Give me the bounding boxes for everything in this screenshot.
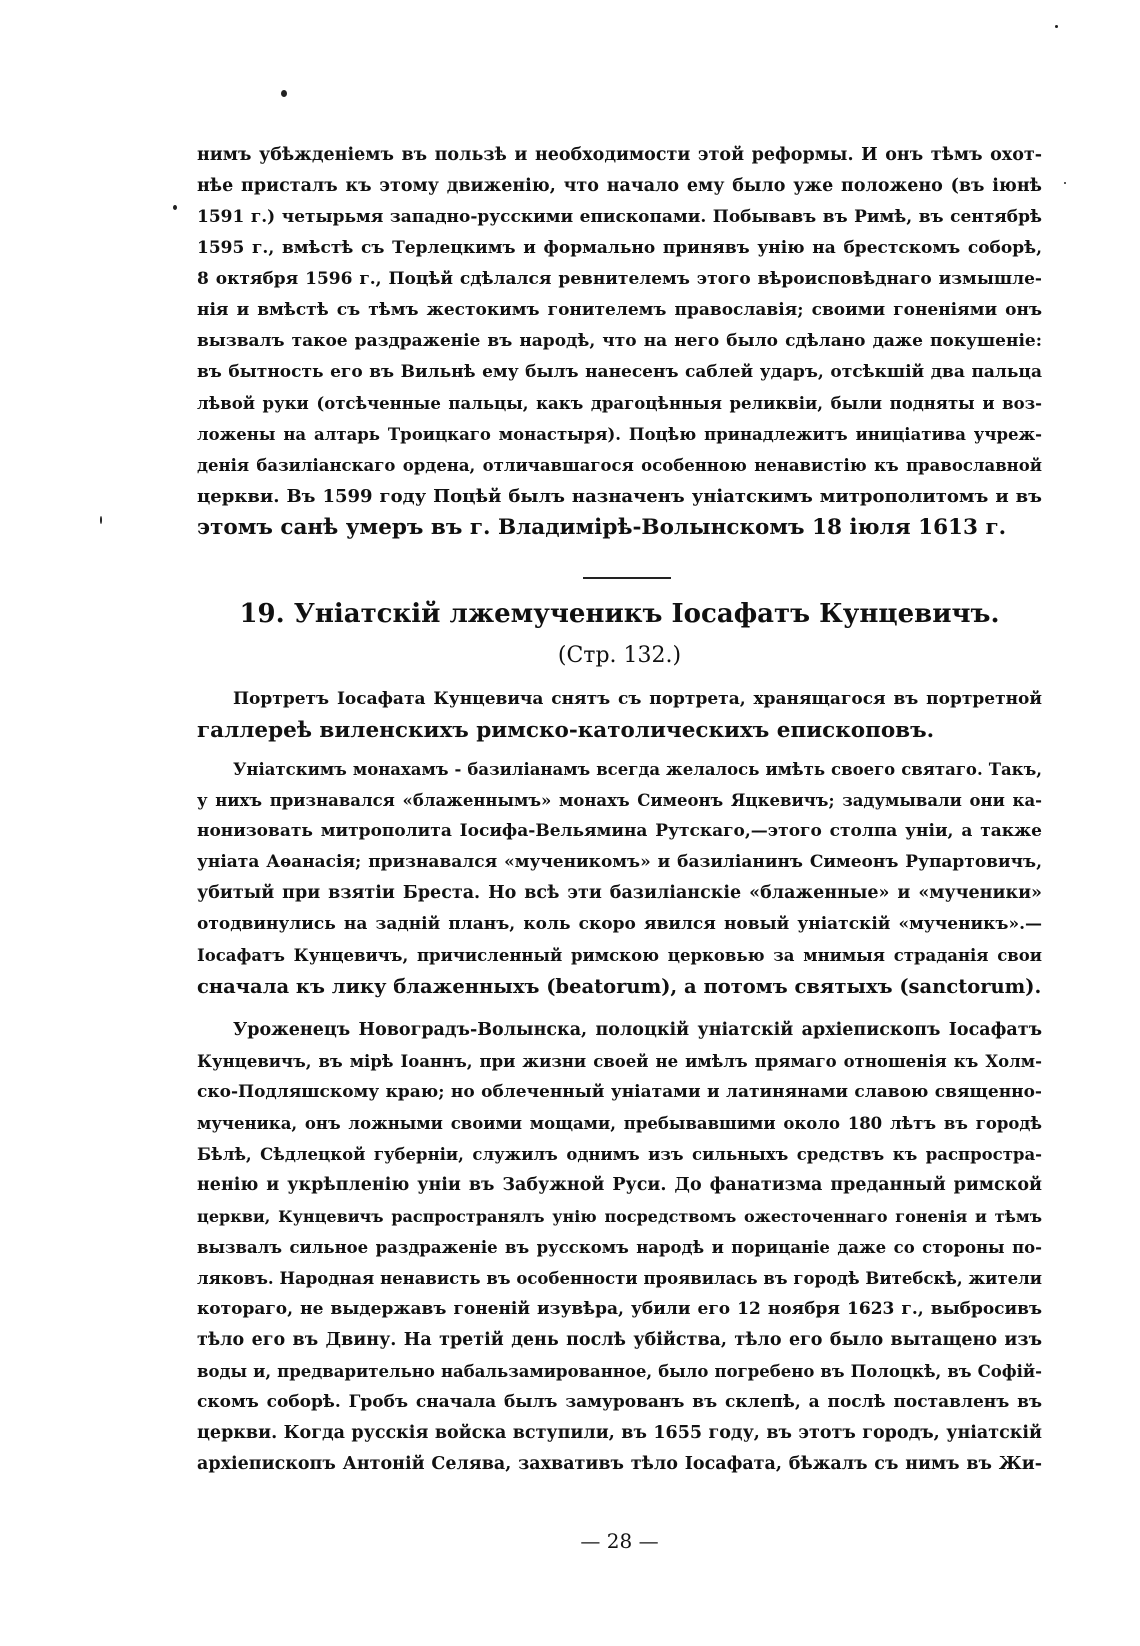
- text-line: Бѣлѣ, Сѣдлецкой губерніи, служилъ однимъ изъ сильныхъ средствъ къ распростра-: [197, 1145, 1042, 1164]
- text-line: уніата Аѳанасія; признавался «мученикомъ» и базиліанинъ Симеонъ Рупартовичъ,: [197, 852, 1042, 872]
- text-line: скомъ соборѣ. Гробъ сначала былъ замурованъ въ склепѣ, а послѣ поставленъ въ: [197, 1392, 1042, 1412]
- text-line: ско-Подляшскому краю; но облеченный уніатами и латинянами славою священно-: [197, 1082, 1042, 1102]
- text-line: ляковъ. Народная ненависть въ особенности проявилась въ городѣ Витебскѣ, жители: [197, 1269, 1042, 1288]
- text-line: тѣло его въ Двину. На третій день послѣ убійства, тѣло его было вытащено изъ: [197, 1330, 1042, 1350]
- portrait-note-paragraph: [197, 684, 1042, 746]
- text-line: галлереѣ виленскихъ римско-католическихъ епископовъ.: [197, 718, 935, 743]
- text-line: церкви. Когда русскія войска вступили, въ 1655 году, въ этотъ городъ, уніатскій: [197, 1423, 1042, 1443]
- text-line: церкви. Въ 1599 году Поцѣй былъ назначенъ уніатскимъ митрополитомъ и въ: [197, 486, 1042, 507]
- scan-speck: [173, 205, 177, 210]
- text-line: Портретъ Іосафата Кунцевича снятъ съ портрета, хранящагося въ портретной: [233, 689, 1042, 709]
- text-line: архіепископъ Антоній Селява, захвативъ тѣло Іосафата, бѣжалъ съ нимъ въ Жи-: [197, 1454, 1042, 1474]
- text-line: вызвалъ сильное раздраженіе въ русскомъ народѣ и порицаніе даже со стороны по-: [197, 1238, 1042, 1257]
- text-line: нонизовать митрополита Іосифа-Вельямина Рутскаго,—этого столпа уніи, а также: [197, 821, 1042, 841]
- continuation-paragraph: [197, 140, 1042, 543]
- text-line: нѣе присталъ къ этому движенію, что начало ему было уже положено (въ іюнѣ: [197, 176, 1042, 196]
- scan-speck: [281, 90, 287, 97]
- text-line: лѣвой руки (отсѣченные пальцы, какъ драгоцѣнныя реликвіи, были подняты и воз-: [197, 394, 1042, 413]
- text-line: Уроженецъ Новоградъ-Волынска, полоцкій уніатскій архіепископъ Іосафатъ: [233, 1020, 1042, 1040]
- body-paragraph-2: [197, 1015, 1042, 1480]
- text-line: котораго, не выдержавъ гоненій изувѣра, убили его 12 ноября 1623 г., выбросивъ: [197, 1299, 1042, 1319]
- text-line: этомъ санѣ умеръ въ г. Владимірѣ-Волынскомъ 18 іюля 1613 г.: [197, 515, 1007, 540]
- text-line: въ бытность его въ Вильнѣ ему былъ нанесенъ саблей ударъ, отсѣкшій два пальца: [197, 362, 1042, 382]
- body-paragraph-1: [197, 754, 1042, 1002]
- text-line: сначала къ лику блаженныхъ (beatorum), а потомъ святыхъ (sanctorum).: [197, 975, 1042, 998]
- text-line: мученика, онъ ложными своими мощами, пребывавшими около 180 лѣтъ въ городѣ: [197, 1114, 1042, 1133]
- text-line: денія базиліанскаго ордена, отличавшагося особенною ненавистію къ православной: [197, 456, 1042, 475]
- text-line: церкви, Кунцевичъ распространялъ унію посредствомъ ожесточеннаго гоненія и тѣмъ: [197, 1207, 1042, 1226]
- scan-speck: [1064, 182, 1066, 184]
- page-number: — 28 —: [580, 1529, 659, 1553]
- text-line: ложены на алтарь Троицкаго монастыря). Поцѣю принадлежитъ иниціатива учреж-: [197, 425, 1042, 444]
- scan-speck: [100, 516, 102, 524]
- text-line: отодвинулись на задній планъ, коль скоро явился новый уніатскій «мученикъ».—: [197, 914, 1042, 934]
- text-line: 1595 г., вмѣстѣ съ Терлецкимъ и формально принявъ унію на брестскомъ соборѣ,: [197, 238, 1042, 258]
- text-line: нимъ убѣжденіемъ въ пользѣ и необходимости этой реформы. И онъ тѣмъ охот-: [197, 145, 1042, 165]
- section-title: 19. Уніатскій лжемученикъ Іосафатъ Кунцевичъ.: [239, 599, 1000, 629]
- text-line: у нихъ признавался «блаженнымъ» монахъ Симеонъ Яцкевичъ; задумывали они ка-: [197, 791, 1042, 810]
- text-line: 1591 г.) четырьмя западно-русскими епископами. Побывавъ въ Римѣ, въ сентябрѣ: [197, 207, 1042, 227]
- text-line: вызвалъ такое раздраженіе въ народѣ, что на него было сдѣлано даже покушеніе:: [197, 331, 1042, 351]
- section-page-reference: (Стр. 132.): [557, 643, 682, 668]
- scan-speck: [1055, 25, 1058, 28]
- text-line: Уніатскимъ монахамъ - базиліанамъ всегда желалось имѣть своего святаго. Такъ,: [233, 760, 1042, 779]
- text-line: 8 октября 1596 г., Поцѣй сдѣлался ревнителемъ этого вѣроисповѣднаго измышле-: [197, 269, 1042, 289]
- text-line: Кунцевичъ, въ мірѣ Іоаннъ, при жизни своей не имѣлъ прямаго отношенія къ Холм-: [197, 1052, 1042, 1071]
- text-line: воды и, предварительно набальзамированное, было погребено въ Полоцкѣ, въ Софій-: [197, 1362, 1042, 1381]
- text-line: нія и вмѣстѣ съ тѣмъ жестокимъ гонителемъ православія; своими гоненіями онъ: [197, 300, 1042, 320]
- section-separator: [583, 577, 671, 579]
- text-line: Іосафатъ Кунцевичъ, причисленный римскою церковью за мнимыя страданія свои: [197, 946, 1042, 965]
- text-line: убитый при взятіи Бреста. Но всѣ эти базиліанскіе «блаженные» и «мученики»: [197, 883, 1042, 903]
- text-line: ненію и укрѣпленію уніи въ Забужной Руси. До фанатизма преданный римской: [197, 1175, 1042, 1195]
